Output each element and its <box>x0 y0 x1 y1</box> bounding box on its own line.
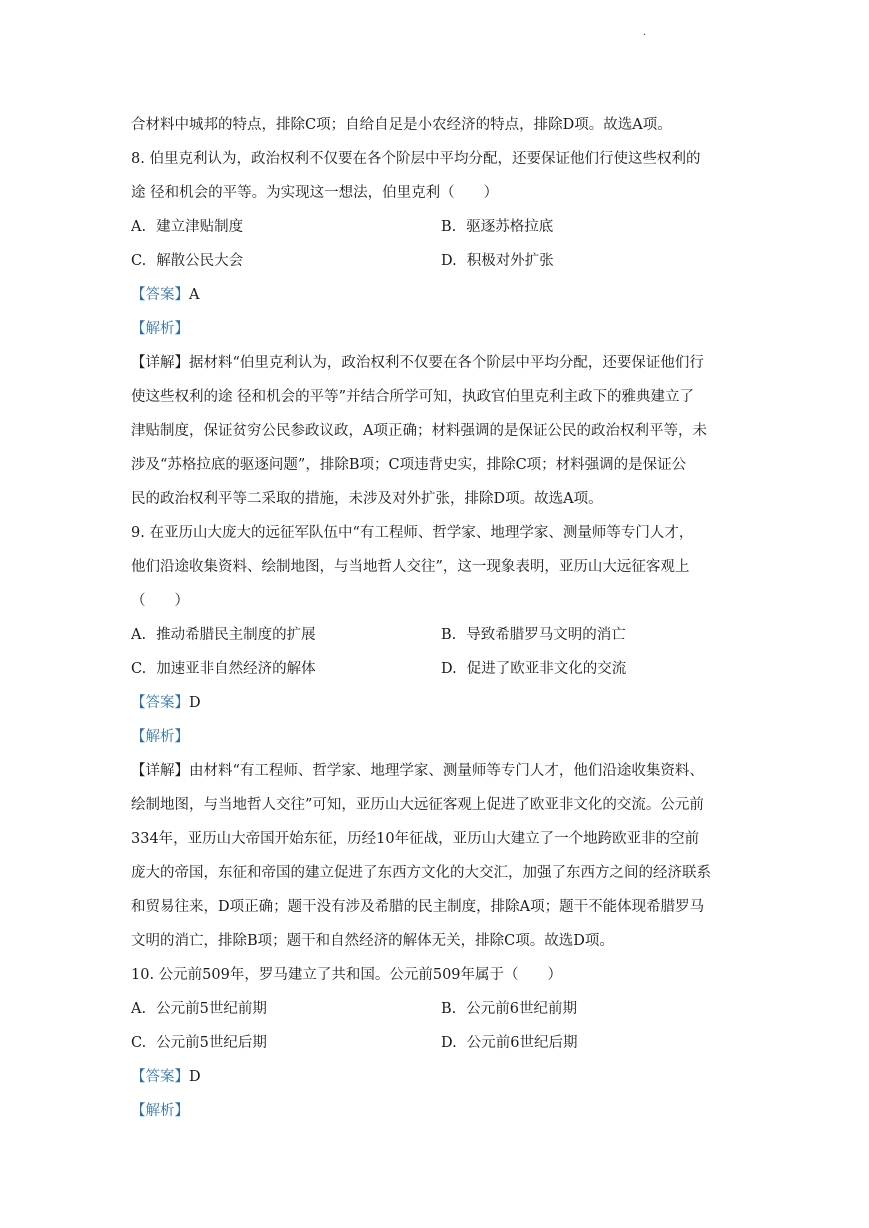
q8-options-row-2 <box>131 244 751 278</box>
answer-tag: 【答案】 <box>131 695 189 711</box>
q9-detail-line-2: 绘制地图，与当地哲人交往”可知，亚历山大远征客观上促进了欧亚非文化的交流。公元前 <box>131 797 704 813</box>
intro-line: 合材料中城邦的特点，排除C项；自给自足是小农经济的特点，排除D项。故选A项。 <box>131 117 672 133</box>
q9-detail-line-1: 【详解】由材料“有工程师、哲学家、地理学家、测量师等专门人才，他们沿途收集资料、 <box>131 763 704 779</box>
q8-option-c: C. 解散公民大会 <box>131 253 244 269</box>
q8-analysis-heading <box>131 312 751 346</box>
analysis-tag: 【解析】 <box>131 321 189 337</box>
q8-options-row-1 <box>131 210 751 244</box>
q9-option-d: D. 促进了欧亚非文化的交流 <box>441 661 627 677</box>
detail-tag: 【详解】 <box>131 355 189 371</box>
q8-detail-line-1: 【详解】据材料“伯里克利认为，政治权利不仅要在各个阶层中平均分配，还要保证他们行 <box>131 355 704 371</box>
q10-options-row-1 <box>131 992 751 1026</box>
q10-option-b: B. 公元前6世纪前期 <box>441 1001 577 1017</box>
header-mark: · <box>643 30 647 41</box>
q9-analysis-heading <box>131 720 751 754</box>
q9-detail-line-5: 和贸易往来，D项正确；题干没有涉及希腊的民主制度，排除A项；题干不能体现希腊罗马 <box>131 899 705 915</box>
q9-option-b: B. 导致希腊罗马文明的消亡 <box>441 627 626 643</box>
answer-tag: 【答案】 <box>131 1069 189 1085</box>
q10-option-d: D. 公元前6世纪后期 <box>441 1035 578 1051</box>
q8-detail-line-4: 涉及“苏格拉底的驱逐问题”，排除B项；C项违背史实，排除C项；材料强调的是保证公 <box>131 457 687 473</box>
q8-option-a: A. 建立津贴制度 <box>131 219 244 235</box>
question-9 <box>131 516 751 958</box>
analysis-tag: 【解析】 <box>131 729 189 745</box>
q9-detail-line-6: 文明的消亡，排除B项；题干和自然经济的解体无关，排除C项。故选D项。 <box>131 933 614 949</box>
q9-options-row-1 <box>131 618 751 652</box>
q9-answer: 【答案】D <box>131 695 201 711</box>
q9-option-a: A. 推动希腊民主制度的扩展 <box>131 627 316 643</box>
q10-options-row-2 <box>131 1026 751 1060</box>
q8-stem-line-2: 途 径和机会的平等。为实现这一想法，伯里克利（ ） <box>131 185 499 201</box>
answer-tag: 【答案】 <box>131 287 189 303</box>
q10-stem-line-1: 10. 公元前509年，罗马建立了共和国。公元前509年属于（ ） <box>131 967 563 983</box>
analysis-tag: 【解析】 <box>131 1103 189 1119</box>
q9-stem-line-1: 9. 在亚历山大庞大的远征军队伍中“有工程师、哲学家、地理学家、测量师等专门人才， <box>131 525 694 541</box>
q9-detail-line-4: 庞大的帝国，东征和帝国的建立促进了东西方文化的大交汇，加强了东西方之间的经济联系 <box>131 865 711 881</box>
q9-option-c: C. 加速亚非自然经济的解体 <box>131 661 316 677</box>
document-body <box>131 108 751 1128</box>
q8-detail-line-5: 民的政治权利平等二采取的措施，未涉及对外扩张，排除D项。故选A项。 <box>131 491 603 507</box>
q8-option-b: B. 驱逐苏格拉底 <box>441 219 554 235</box>
question-10 <box>131 958 751 1128</box>
q8-stem-line-1: 8. 伯里克利认为，政治权利不仅要在各个阶层中平均分配，还要保证他们行使这些权利的 <box>131 151 701 167</box>
q9-options-row-2 <box>131 652 751 686</box>
q8-answer: 【答案】A <box>131 287 200 303</box>
q10-analysis-heading <box>131 1094 751 1128</box>
q8-detail-line-2: 使这些权利的途 径和机会的平等”并结合所学可知，执政官伯里克利主政下的雅典建立了 <box>131 389 695 405</box>
q10-option-c: C. 公元前5世纪后期 <box>131 1035 267 1051</box>
q10-answer: 【答案】D <box>131 1069 201 1085</box>
q8-option-d: D. 积极对外扩张 <box>441 253 554 269</box>
question-8 <box>131 142 751 516</box>
q8-detail-line-3: 津贴制度，保证贫穷公民参政议政，A项正确；材料强调的是保证公民的政治权利平等，未 <box>131 423 707 439</box>
q9-stem-line-2: 他们沿途收集资料、绘制地图，与当地哲人交往”，这一现象表明，亚历山大远征客观上 <box>131 559 690 575</box>
detail-tag: 【详解】 <box>131 763 189 779</box>
q9-stem-line-3: （ ） <box>131 593 189 609</box>
q10-option-a: A. 公元前5世纪前期 <box>131 1001 267 1017</box>
q9-detail-line-3: 334年，亚历山大帝国开始东征，历经10年征战，亚历山大建立了一个地跨欧亚非的空前 <box>131 831 700 847</box>
